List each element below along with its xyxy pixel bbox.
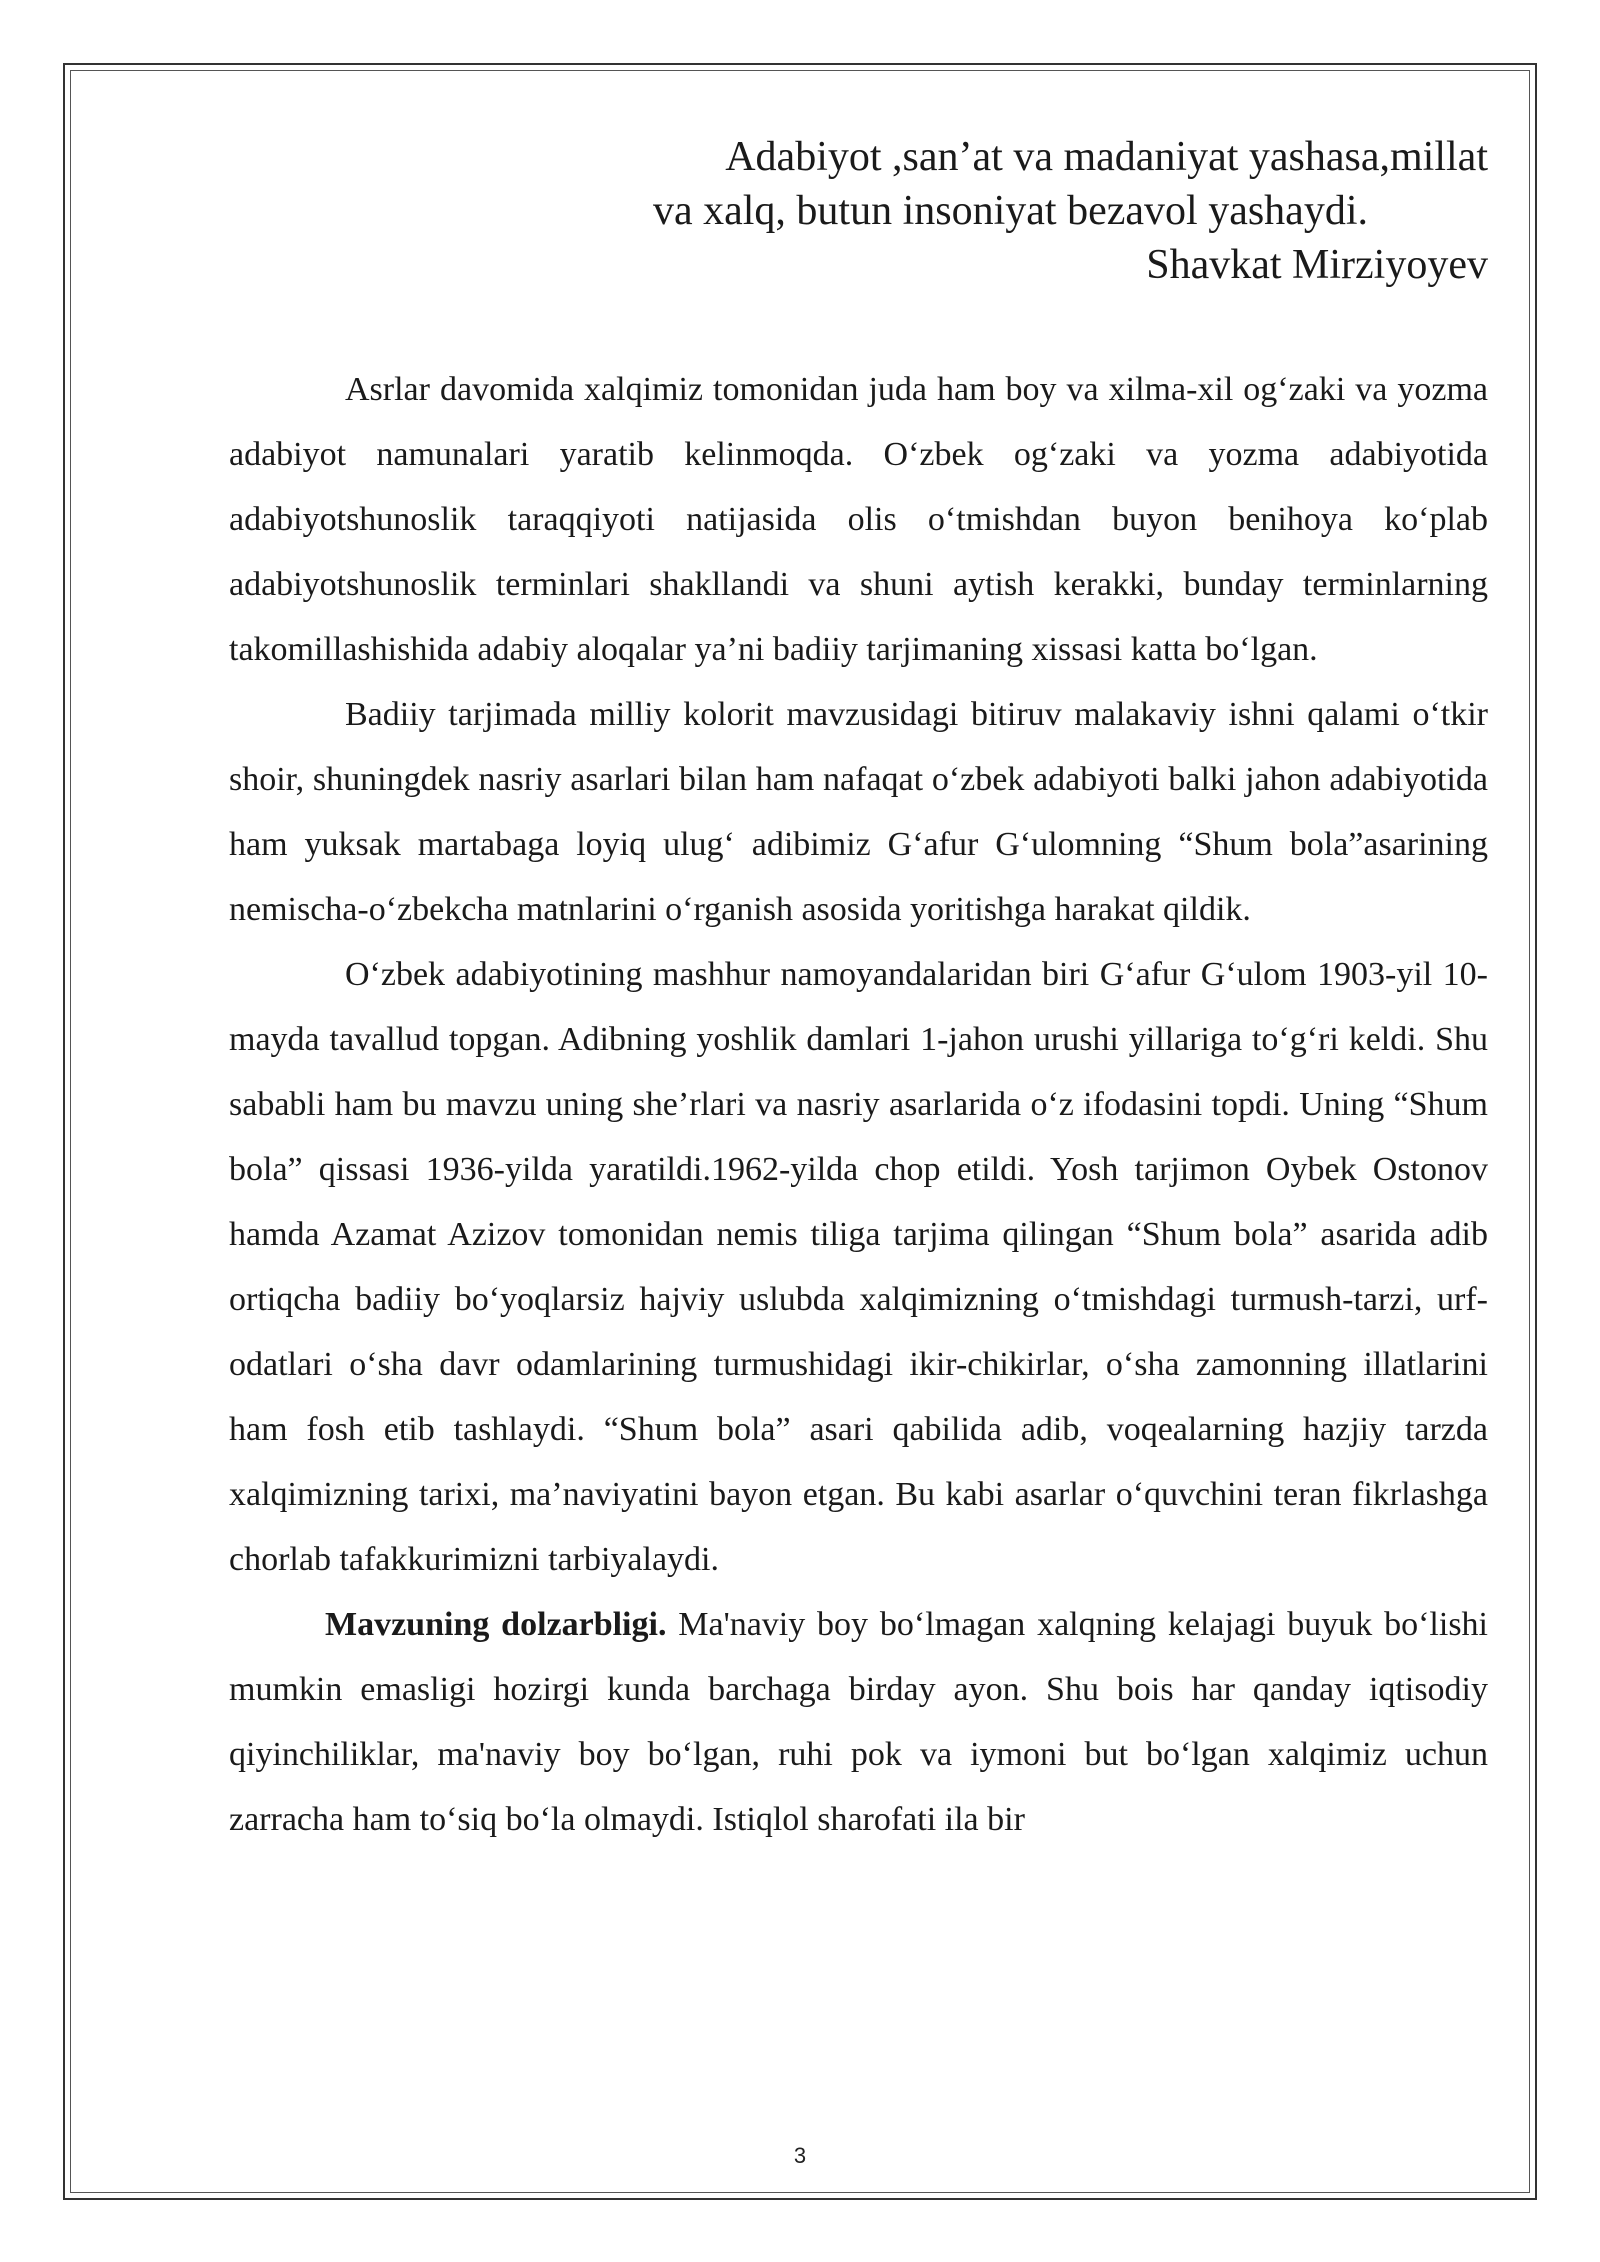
relevance-text: Ma'naviy boy bo‘lmagan xalqning kelajagi buyuk bo‘lishi mumkin emasligi hozirgi kunda barchaga birday ayon. Shu bois har qanday iqtisodiy qiyinchiliklar, ma'naviy boy bo‘lgan, ruhi pok va iymoni but bo‘lgan xalqimiz uchun zarracha ham to‘siq bo‘la olmaydi. Istiqlol sharofati ila bir (229, 1606, 1488, 1838)
paragraph-author-bio: O‘zbek adabiyotining mashhur namoyandalaridan biri G‘afur G‘ulom 1903-yil 10- mayda tavallud topgan. Adibning yoshlik damlari 1-jahon urushi yillariga to‘g‘ri keldi. Shu sababli ham bu mavzu uning she’rlari va nasriy asarlarida o‘z ifodasini topdi. Uning “Shum bola” qissasi 1936-yilda yaratildi.1962-yilda chop etildi. Yosh tarjimon Oybek Ostonov hamda Azamat Azizov tomonidan nemis tiliga tarjima qilingan “Shum bola” asarida adib ortiqcha badiiy bo‘yoqlarsiz hajviy uslubda xalqimizning o‘tmishdagi turmush-tarzi, urf-odatlari o‘sha davr odamlarining turmushidagi ikir-chikirlar, o‘sha zamonning illatlarini ham fosh etib tashlaydi. “Shum bola” asari qabilida adib, voqealarning hazjiy tarzda xalqimizning tarixi, ma’naviyatini bayon etgan. Bu kabi asarlar o‘quvchini teran fikrlashga chorlab tafakkurimizni tarbiyalaydi. (229, 956, 1488, 1578)
epigraph-line-1: Adabiyot ,san’at va madaniyat yashasa,millat (725, 134, 1488, 180)
paragraph-intro: Asrlar davomida xalqimiz tomonidan juda ham boy va xilma-xil og‘zaki va yozma adabiyot namunalari yaratib kelinmoqda. O‘zbek og‘zaki va yozma adabiyotida adabiyotshunoslik taraqqiyoti natijasida olis o‘tmishdan buyon benihoya ko‘plab adabiyotshunoslik terminlari shakllandi va shuni aytish kerakki, bunday terminlarning takomillashishida adabiy aloqalar ya’ni badiiy tarjimaning xissasi katta bo‘lgan. (229, 371, 1488, 668)
document-body (229, 357, 1488, 1852)
paragraph-thesis-topic: Badiiy tarjimada milliy kolorit mavzusidagi bitiruv malakaviy ishni qalami o‘tkir shoir, shuningdek nasriy asarlari bilan ham nafaqat o‘zbek adabiyoti balki jahon adabiyotida ham yuksak martabaga loyiq ulug‘ adibimiz G‘afur G‘ulomning “Shum bola”asarining nemischa-o‘zbekcha matnlarini o‘rganish asosida yoritishga harakat qildik. (229, 696, 1488, 928)
paragraph-relevance (229, 1592, 1488, 1852)
epigraph (520, 130, 1488, 292)
epigraph-line-2: va xalq, butun insoniyat bezavol yashaydi. (652, 188, 1368, 234)
relevance-heading: Mavzuning dolzarbligi. (325, 1606, 667, 1643)
page-number: 3 (793, 2143, 807, 2168)
epigraph-author: Shavkat Mirziyoyev (1146, 242, 1488, 288)
